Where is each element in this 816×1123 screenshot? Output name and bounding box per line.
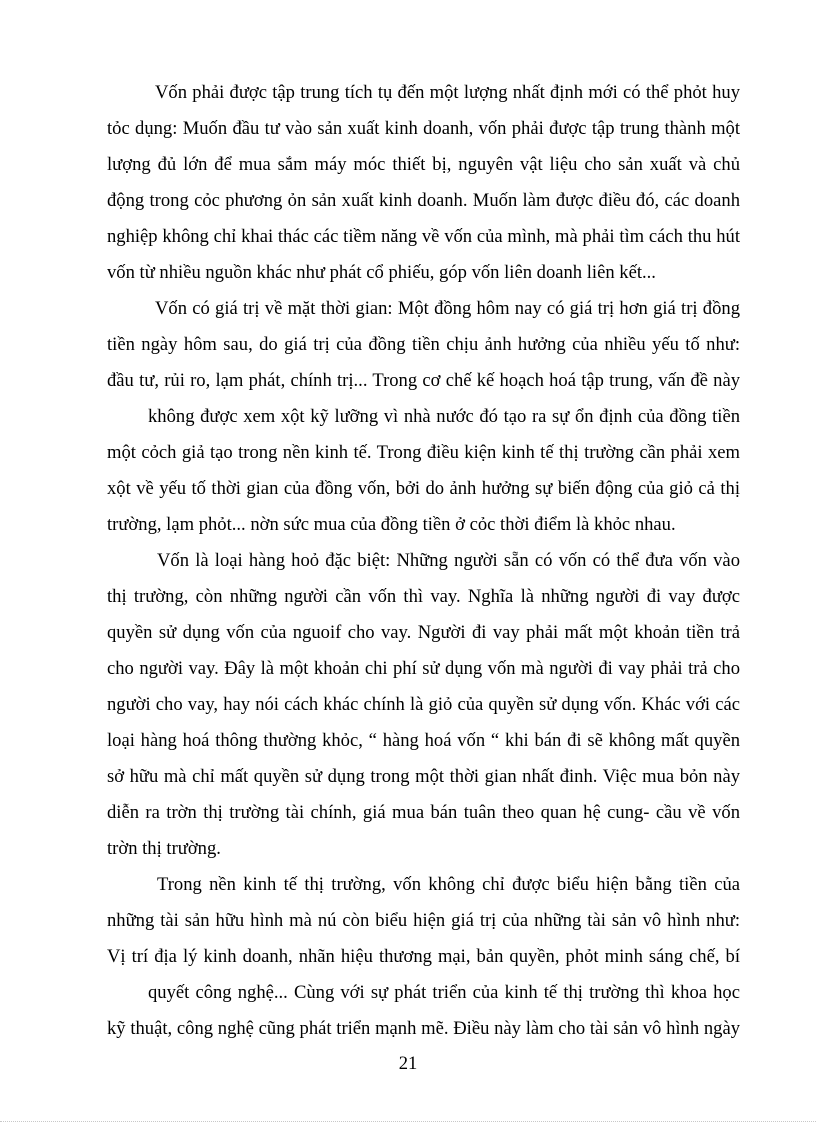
text-line: Vốn phải được tập trung tích tụ đến một lượng nhất định mới có thể phỏt huy <box>155 82 740 103</box>
text-line: loại hàng hoá thông thường khỏc, “ hàng hoá vốn “ khi bán đi sẽ không mất quyền <box>107 730 740 751</box>
text-line: những tài sản hữu hình mà nú còn biểu hiện giá trị của những tài sản vô hình như: <box>107 910 740 931</box>
text-line: đầu tư, rủi ro, lạm phát, chính trị... Trong cơ chế kế hoạch hoá tập trung, vấn đề này <box>107 370 740 391</box>
text-line: quyền sử dụng vốn của nguoif cho vay. Người đi vay phải mất một khoản tiền trả <box>107 622 740 643</box>
text-line: người cho vay, hay nói cách khác chính là giỏ của quyền sử dụng vốn. Khác với các <box>107 694 740 715</box>
text-line: Trong nền kinh tế thị trường, vốn không chỉ được biểu hiện bằng tiền của <box>157 874 740 895</box>
text-line: kỹ thuật, công nghệ cũng phát triển mạnh mẽ. Điều này làm cho tài sản vô hình ngày <box>107 1018 740 1039</box>
text-line: Vốn là loại hàng hoỏ đặc biệt: Những người sẵn có vốn có thể đưa vốn vào <box>157 550 740 571</box>
text-line: trường, lạm phỏt... nờn sức mua của đồng tiền ở cỏc thời điểm là khỏc nhau. <box>107 514 676 535</box>
text-line: không được xem xột kỹ lưỡng vì nhà nước đó tạo ra sự ổn định của đồng tiền <box>148 406 740 427</box>
text-line: thị trường, còn những người cần vốn thì vay. Nghĩa là những người đi vay được <box>107 586 740 607</box>
text-line: Vị trí địa lý kinh doanh, nhãn hiệu thương mại, bản quyền, phỏt minh sáng chế, bí <box>107 946 740 967</box>
page-number: 21 <box>398 1053 418 1074</box>
text-line: sở hữu mà chỉ mất quyền sử dụng trong một thời gian nhất đinh. Việc mua bỏn này <box>107 766 740 787</box>
text-line: tiền ngày hôm sau, do giá trị của đồng tiền chịu ảnh hưởng của nhiều yếu tố như: <box>107 334 740 355</box>
text-line: một cỏch giả tạo trong nền kinh tế. Trong điều kiện kinh tế thị trường cần phải xem <box>107 442 740 463</box>
text-line: tỏc dụng: Muốn đầu tư vào sản xuất kinh doanh, vốn phải được tập trung thành một <box>107 118 740 139</box>
text-line: trờn thị trường. <box>107 838 221 859</box>
text-line: Vốn có giá trị về mặt thời gian: Một đồng hôm nay có giá trị hơn giá trị đồng <box>155 298 740 319</box>
text-line: lượng đủ lớn để mua sắm máy móc thiết bị, nguyên vật liệu cho sản xuất và chủ <box>107 154 740 175</box>
text-line: nghiệp không chỉ khai thác các tiềm năng về vốn của mình, mà phải tìm cách thu hút <box>107 226 740 247</box>
text-line: diễn ra trờn thị trường tài chính, giá mua bán tuân theo quan hệ cung- cầu về vốn <box>107 802 740 823</box>
text-line: quyết công nghệ... Cùng với sự phát triển của kinh tế thị trường thì khoa học <box>148 982 740 1003</box>
footer-divider <box>0 1121 816 1122</box>
text-line: xột về yếu tố thời gian của đồng vốn, bởi do ảnh hưởng sự biến động của giỏ cả thị <box>107 478 740 499</box>
text-line: cho người vay. Đây là một khoản chi phí sử dụng vốn mà người đi vay phải trả cho <box>107 658 740 679</box>
text-line: vốn từ nhiều nguồn khác như phát cổ phiếu, góp vốn liên doanh liên kết... <box>107 262 656 283</box>
text-line: động trong cỏc phương ỏn sản xuất kinh doanh. Muốn làm được điều đó, các doanh <box>107 190 740 211</box>
